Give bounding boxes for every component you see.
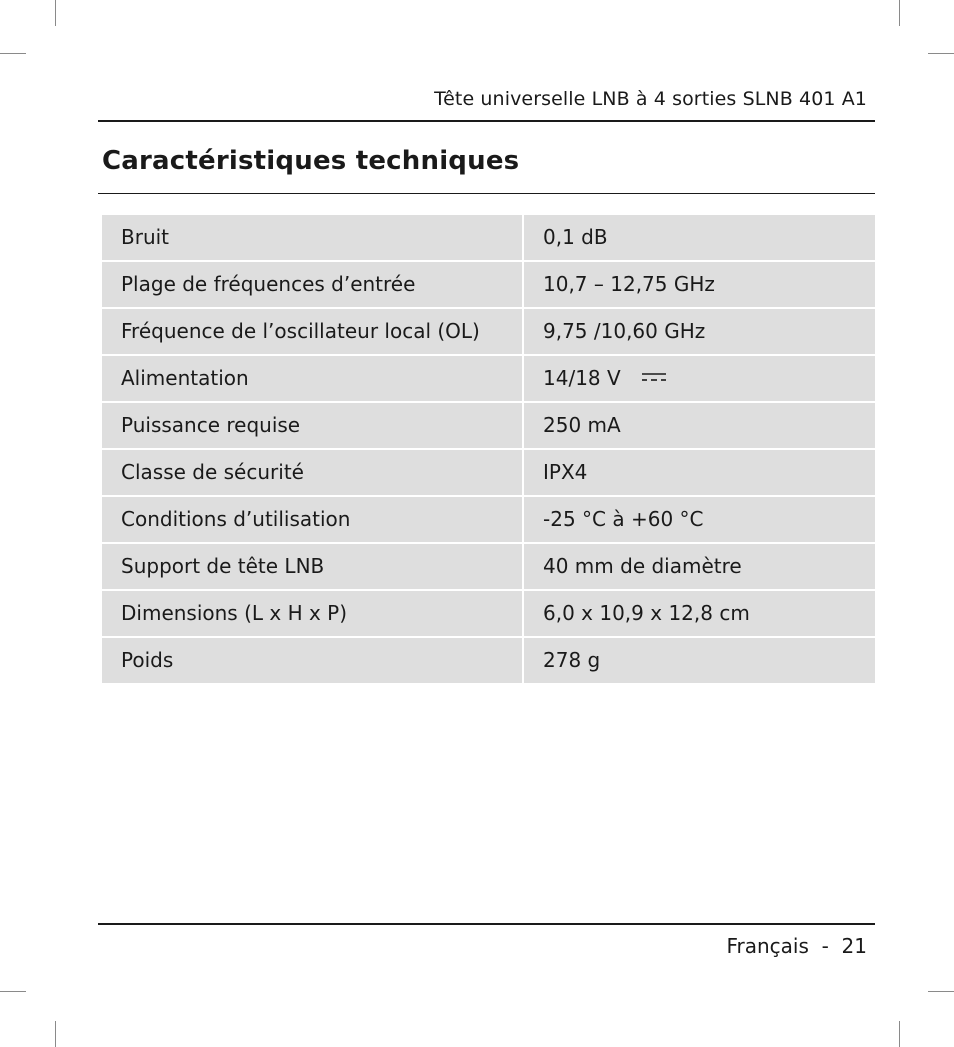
table-row [102,309,875,354]
spec-label: Puissance requise [102,403,522,448]
table-row [102,215,875,260]
running-header: Tête universelle LNB à 4 sorties SLNB 401 A1 [434,88,867,110]
crop-mark [0,53,26,54]
spec-value: 0,1 dB [524,215,875,260]
footer-rule [98,923,875,925]
crop-mark [928,991,954,992]
spec-label: Poids [102,638,522,683]
spec-value: 6,0 x 10,9 x 12,8 cm [524,591,875,636]
title-rule [98,193,875,194]
page-footer: Français - 21 [726,934,867,958]
spec-value: 250 mA [524,403,875,448]
crop-mark [899,0,900,26]
spec-value: 9,75 /10,60 GHz [524,309,875,354]
spec-value: 40 mm de diamètre [524,544,875,589]
table-row [102,497,875,542]
table-row [102,262,875,307]
spec-value-text: 14/18 V [543,366,621,390]
spec-label: Classe de sécurité [102,450,522,495]
crop-mark [899,1021,900,1047]
spec-value [524,356,875,401]
crop-mark [928,53,954,54]
table-row [102,403,875,448]
spec-label: Support de tête LNB [102,544,522,589]
table-row [102,591,875,636]
crop-mark [0,991,26,992]
crop-mark [55,0,56,26]
table-row [102,356,875,401]
spec-label: Conditions d’utilisation [102,497,522,542]
crop-mark [55,1021,56,1047]
spec-label: Plage de fréquences d’entrée [102,262,522,307]
spec-label: Bruit [102,215,522,260]
spec-label: Fréquence de l’oscillateur local (OL) [102,309,522,354]
header-rule [98,120,875,122]
spec-value: 10,7 – 12,75 GHz [524,262,875,307]
direct-current-icon [641,372,667,382]
spec-value: 278 g [524,638,875,683]
spec-label: Alimentation [102,356,522,401]
section-title: Caractéristiques techniques [102,146,520,176]
spec-table [102,215,875,685]
table-row [102,544,875,589]
table-row [102,638,875,683]
spec-value: -25 °C à +60 °C [524,497,875,542]
table-row [102,450,875,495]
spec-label: Dimensions (L x H x P) [102,591,522,636]
spec-value: IPX4 [524,450,875,495]
